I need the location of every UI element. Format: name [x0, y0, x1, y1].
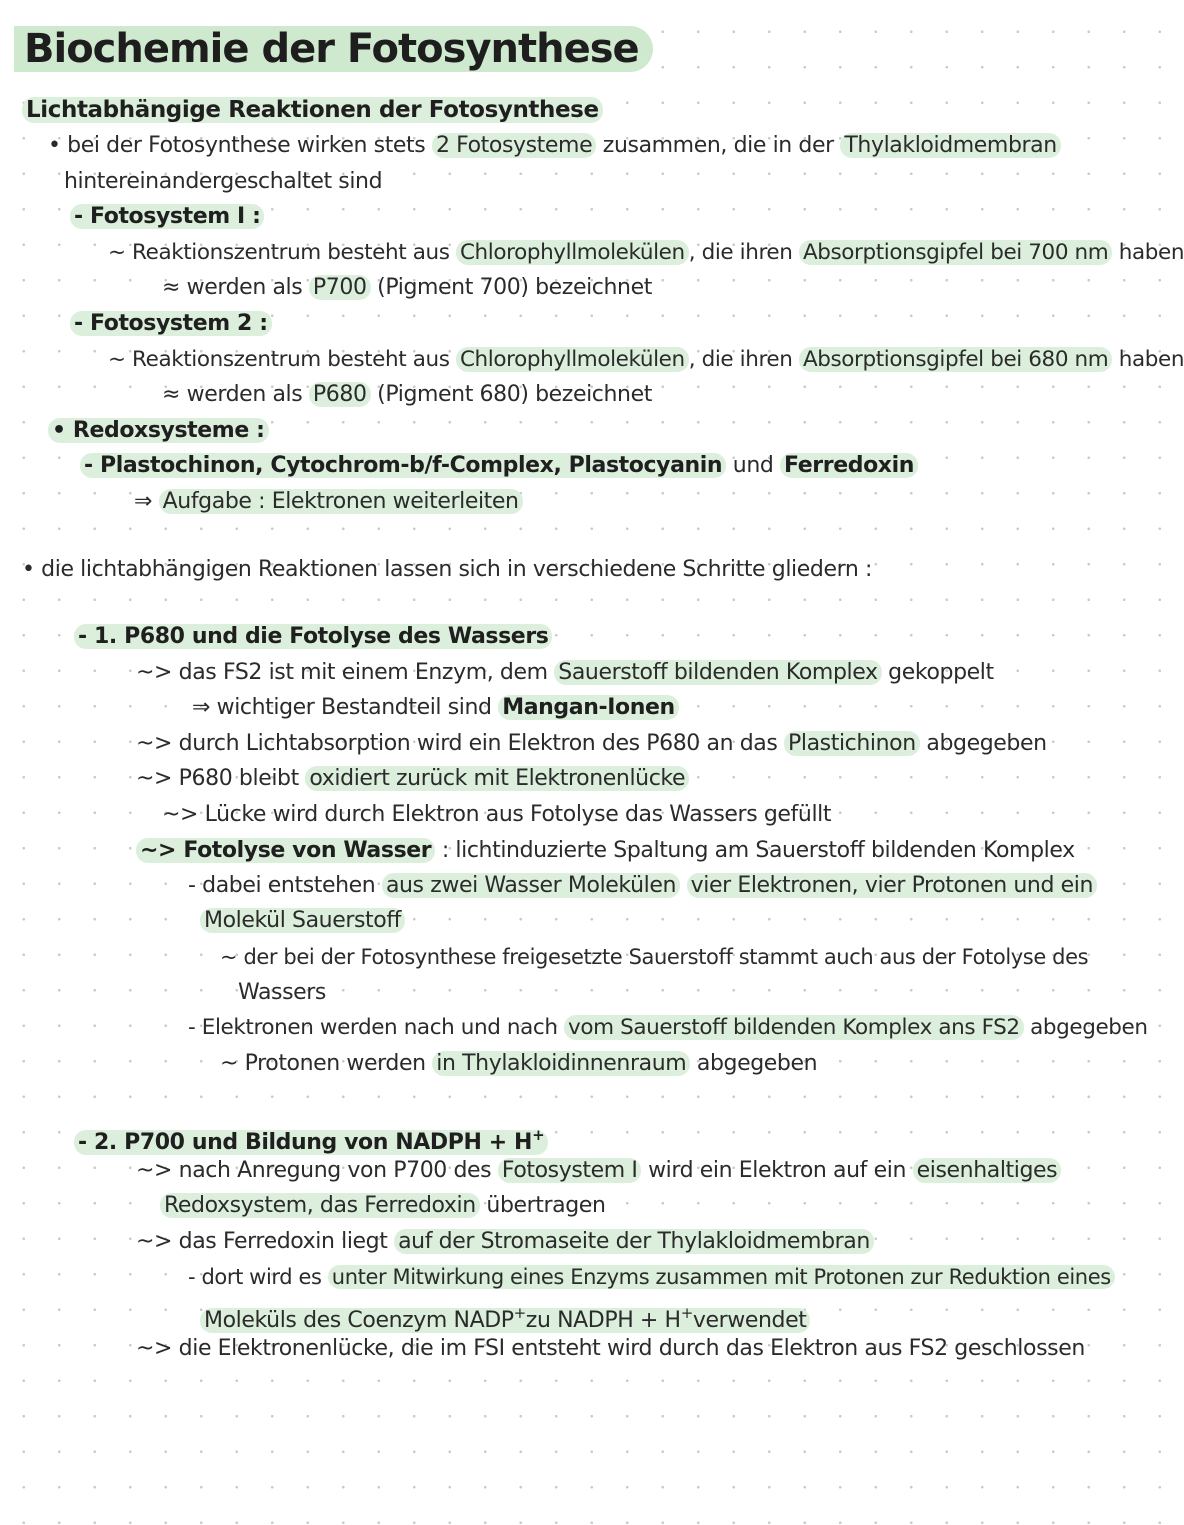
step2-line-6: ~> die Elektronenlücke, die im FSI entsteht wird durch das Elektron aus FS2 geschlossen	[136, 1336, 1085, 1361]
fs1-heading: - Fotosystem I :	[70, 202, 264, 232]
step2-line-2: Redoxsystem, das Ferredoxin übertragen	[160, 1191, 606, 1221]
step1-line-11: - Elektronen werden nach und nach vom Sauerstoff bildenden Komplex ans FS2 abgegeben	[188, 1015, 1148, 1040]
redox-line-1: - Plastochinon, Cytochrom-b/f-Complex, Plastocyanin und Ferredoxin	[80, 451, 918, 481]
section-heading: Lichtabhängige Reaktionen der Fotosynthese	[22, 95, 603, 125]
step1-line-4: ~> P680 bleibt oxidiert zurück mit Elektronenlücke	[136, 764, 689, 794]
fs2-line-1: ~ Reaktionszentrum besteht aus Chlorophyllmolekülen , die ihren Absorptionsgipfel bei 680 nm haben	[108, 347, 1184, 372]
redox-line-2: ⇒ Aufgabe : Elektronen weiterleiten	[134, 487, 523, 517]
fs1-line-1: ~ Reaktionszentrum besteht aus Chlorophyllmolekülen , die ihren Absorptionsgipfel bei 700 nm haben	[108, 240, 1184, 265]
fs2-heading: - Fotosystem 2 :	[70, 309, 272, 339]
step1-line-1: ~> das FS2 ist mit einem Enzym, dem Sauerstoff bildenden Komplex gekoppelt	[136, 660, 994, 685]
page-title: Biochemie der Fotosynthese	[14, 24, 653, 74]
step1-line-2: ⇒ wichtiger Bestandteil sind Mangan-Ionen	[192, 693, 679, 723]
step1-line-5: ~> Lücke wird durch Elektron aus Fotolyse das Wassers gefüllt	[162, 802, 832, 827]
step1-line-7: - dabei entstehen aus zwei Wasser Molekülen vier Elektronen, vier Protonen und ein	[188, 871, 1097, 901]
intro-line-1: • bei der Fotosynthese wirken stets 2 Fotosysteme zusammen, die in der Thylakloidmembran	[48, 131, 1061, 161]
step1-line-10: Wassers	[238, 980, 326, 1005]
fs1-line-2: ≈ werden als P700 (Pigment 700) bezeichnet	[162, 275, 652, 300]
redox-heading: • Redoxsysteme :	[48, 416, 269, 446]
step2-line-5: Moleküls des Coenzym NADP+zu NADPH + H+verwendet	[200, 1298, 810, 1336]
step1-line-6: ~> Fotolyse von Wasser : lichtinduzierte Spaltung am Sauerstoff bildenden Komplex	[136, 836, 1075, 866]
step1-heading: - 1. P680 und die Fotolyse des Wassers	[74, 622, 552, 652]
step2-line-3: ~> das Ferredoxin liegt auf der Stromaseite der Thylakloidmembran	[136, 1227, 874, 1257]
steps-intro: • die lichtabhängigen Reaktionen lassen sich in verschiedene Schritte gliedern :	[22, 557, 872, 582]
step1-line-9: ~ der bei der Fotosynthese freigesetzte Sauerstoff stammt auch aus der Fotolyse des	[220, 945, 1089, 969]
step1-line-3: ~> durch Lichtabsorption wird ein Elektron des P680 an das Plastichinon abgegeben	[136, 731, 1047, 756]
step1-line-12: ~ Protonen werden in Thylakloidinnenraum abgegeben	[220, 1051, 818, 1076]
fs2-line-2: ≈ werden als P680 (Pigment 680) bezeichnet	[162, 382, 652, 407]
intro-line-2: hintereinandergeschaltet sind	[64, 169, 383, 194]
step2-line-4: - dort wird es unter Mitwirkung eines Enzyms zusammen mit Protonen zur Reduktion eines	[188, 1262, 1115, 1292]
step1-line-8: Molekül Sauerstoff	[200, 906, 405, 936]
step2-heading: - 2. P700 und Bildung von NADPH + H+	[74, 1120, 548, 1158]
step2-line-1: ~> nach Anregung von P700 des Fotosystem I wird ein Elektron auf ein eisenhaltiges	[136, 1156, 1061, 1186]
